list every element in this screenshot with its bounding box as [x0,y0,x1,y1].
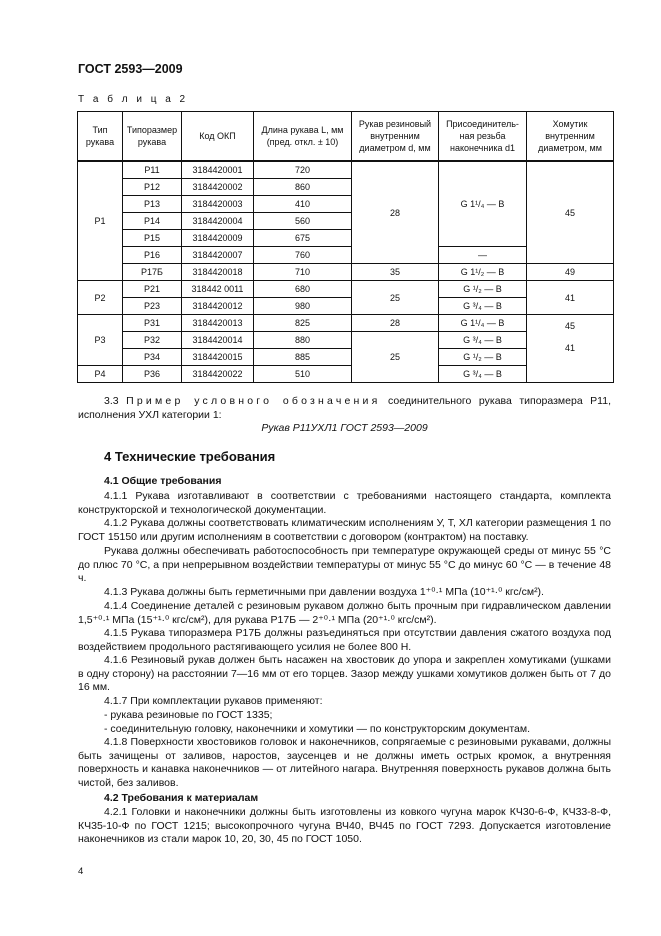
clause-4-1-8: 4.1.8 Поверхности хвостовиков головок и наконечников, сопрягаемые с резиновыми рукавами, должны быть зачищены от заливов, наростов, заусенцев и не должны иметь острых кромок, а внутренняя поверхность и канавка наконечников — от литейного нагара. Внутренняя поверхность рукавов должна быть чистой, без заливов. [78,736,611,789]
table-header-row [78,112,614,162]
cell-type: Р3 [78,315,123,366]
cell-size: Р14 [123,213,182,230]
cell-length: 560 [254,213,352,230]
cell-size: Р17Б [123,264,182,281]
table-row [78,332,614,349]
section-4-2-heading: 4.2 Требования к материалам [104,792,259,804]
cell-thread: G ³/₄ — B [439,366,527,383]
cell-size: Р23 [123,298,182,315]
section-3-3-term: Пример условного обозначения [126,395,381,407]
cell-length: 510 [254,366,352,383]
cell-thread: G ¹/₂ — B [439,281,527,298]
cell-okp: 3184420009 [182,230,254,247]
table-row [78,264,614,281]
clause-4-1-2-temperature: Рукава должны обеспечивать работоспособность при температуре окружающей среды от минус 55 °С до плюс 70 °С, а при непрерывном воздействии температуры от минус 55 °С до минус 60 °С — в течение 48 ч. [78,545,611,585]
clause-4-1-7: 4.1.7 При комплектации рукавов применяют: [104,695,323,707]
cell-type: Р4 [78,366,123,383]
section-4-1-heading: 4.1 Общие требования [104,475,222,487]
cell-clamp: 41 [527,332,614,383]
cell-size: Р32 [123,332,182,349]
cell-thread: G 1¹/₄ — B [439,161,527,247]
cell-length: 885 [254,349,352,366]
table-row [78,161,614,179]
cell-length: 980 [254,298,352,315]
cell-size: Р21 [123,281,182,298]
cell-thread: G ³/₄ — B [439,332,527,349]
col-header-hose-size: Типоразмер рукава [123,112,182,162]
cell-okp: 3184420013 [182,315,254,332]
cell-size: Р34 [123,349,182,366]
cell-length: 880 [254,332,352,349]
cell-diameter: 28 [352,315,439,332]
cell-okp: 3184420004 [182,213,254,230]
document-standard-id: ГОСТ 2593—2009 [78,62,183,76]
hose-spec-table [77,111,614,383]
cell-type: Р1 [78,161,123,281]
cell-diameter: 25 [352,332,439,383]
col-header-fitting-thread: Присоединитель- ная резьба наконечника d1 [439,112,527,162]
cell-okp: 3184420003 [182,196,254,213]
clause-4-1-4: 4.1.4 Соединение деталей с резиновым рукавом должно быть прочным при гидравлическом давлении 1,5⁺⁰·¹ МПа (15⁺¹·⁰ кгс/см²), для рукава Р17Б — 2⁺⁰·¹ МПа (20⁺¹·⁰ кгс/см²). [78,600,611,626]
cell-okp: 3184420015 [182,349,254,366]
cell-diameter: 28 [352,161,439,264]
cell-size: Р12 [123,179,182,196]
table-row [78,281,614,298]
cell-okp: 3184420001 [182,161,254,179]
cell-size: Р31 [123,315,182,332]
cell-diameter: 35 [352,264,439,281]
cell-okp: 318442 0011 [182,281,254,298]
cell-okp: 3184420022 [182,366,254,383]
cell-clamp: 45 [527,161,614,264]
clause-4-1-1: 4.1.1 Рукава изготавливают в соответствии с требованиями настоящего стандарта, комплекта конструкторской и технологической документации. [78,490,611,516]
cell-okp: 3184420018 [182,264,254,281]
table-caption: Т а б л и ц а 2 [78,94,189,105]
cell-size: Р16 [123,247,182,264]
section-3-3-number: 3.3 [104,395,119,407]
cell-size: Р15 [123,230,182,247]
cell-okp: 3184420002 [182,179,254,196]
cell-clamp: 49 [527,264,614,281]
cell-diameter: 25 [352,281,439,315]
cell-thread: G ¹/₂ — B [439,349,527,366]
clause-4-1-7-item-hoses: - рукава резиновые по ГОСТ 1335; [104,709,273,721]
cell-type: Р2 [78,281,123,315]
cell-thread: G ³/₄ — B [439,298,527,315]
cell-length: 680 [254,281,352,298]
cell-length: 710 [254,264,352,281]
col-header-clamp-diameter: Хомутик внутренним диаметром, мм [527,112,614,162]
section-4-heading: 4 Технические требования [104,449,276,464]
cell-length: 860 [254,179,352,196]
cell-thread: G 1¹/₄ — B [439,315,527,332]
cell-thread: G 1¹/₂ — B [439,264,527,281]
designation-example: Рукав Р11УХЛ1 ГОСТ 2593—2009 [261,422,428,434]
clause-4-2-1: 4.2.1 Головки и наконечники должны быть изготовлены из ковкого чугуна марок КЧ30-6-Ф, КЧ33-8-Ф, КЧ35-10-Ф по ГОСТ 1215; высокопрочного чугуна ВЧ40, ВЧ45 по ГОСТ 7293. Допускается изготовление наконечников из стали марок 10, 20, 30, 45 по ГОСТ 1050. [78,806,611,846]
cell-length: 675 [254,230,352,247]
cell-size: Р13 [123,196,182,213]
cell-clamp: 45 [527,315,614,332]
cell-size: Р36 [123,366,182,383]
cell-thread: — [439,247,527,264]
table-row [78,315,614,332]
cell-okp: 3184420012 [182,298,254,315]
clause-4-1-6: 4.1.6 Резиновый рукав должен быть насажен на хвостовик до упора и закреплен хомутиками (ушками в одну сторону) на расстоянии 7—16 мм от его торцев. Зазор между ушками хомутиков должен быть от 7 до 16 мм. [78,654,611,694]
section-3-3 [78,395,611,422]
col-header-rubber-hose-diameter: Рукав резиновый внутренним диаметром d, мм [352,112,439,162]
cell-length: 825 [254,315,352,332]
clause-4-1-5: 4.1.5 Рукава типоразмера Р17Б должны разъединяться при отсутствии давления сжатого воздуха под воздействием продольного растягивающего усилия не более 800 Н. [78,627,611,653]
cell-okp: 3184420014 [182,332,254,349]
cell-size: Р11 [123,161,182,179]
section-3-3-text: соединительного рукава типоразмера Р11, исполнения УХЛ категории 1: [78,395,612,421]
col-header-hose-length: Длина рукава L, мм (пред. откл. ± 10) [254,112,352,162]
clause-4-1-7-item-fittings: - соединительную головку, наконечники и хомутики — по конструкторским документам. [104,723,531,735]
cell-okp: 3184420007 [182,247,254,264]
page-number: 4 [78,866,84,877]
cell-clamp: 41 [527,281,614,315]
col-header-hose-type: Тип рукава [78,112,123,162]
cell-length: 760 [254,247,352,264]
col-header-okp-code: Код ОКП [182,112,254,162]
cell-length: 720 [254,161,352,179]
clause-4-1-2: 4.1.2 Рукава должны соответствовать климатическим исполнениям У, Т, ХЛ категории размещения 1 по ГОСТ 15150 или другим исполнениям в соответствии с договором (контрактом) на поставку. [78,517,611,543]
cell-length: 410 [254,196,352,213]
clause-4-1-3: 4.1.3 Рукава должны быть герметичными при давлении воздуха 1⁺⁰·¹ МПа (10⁺¹·⁰ кгс/см²). [104,586,544,598]
